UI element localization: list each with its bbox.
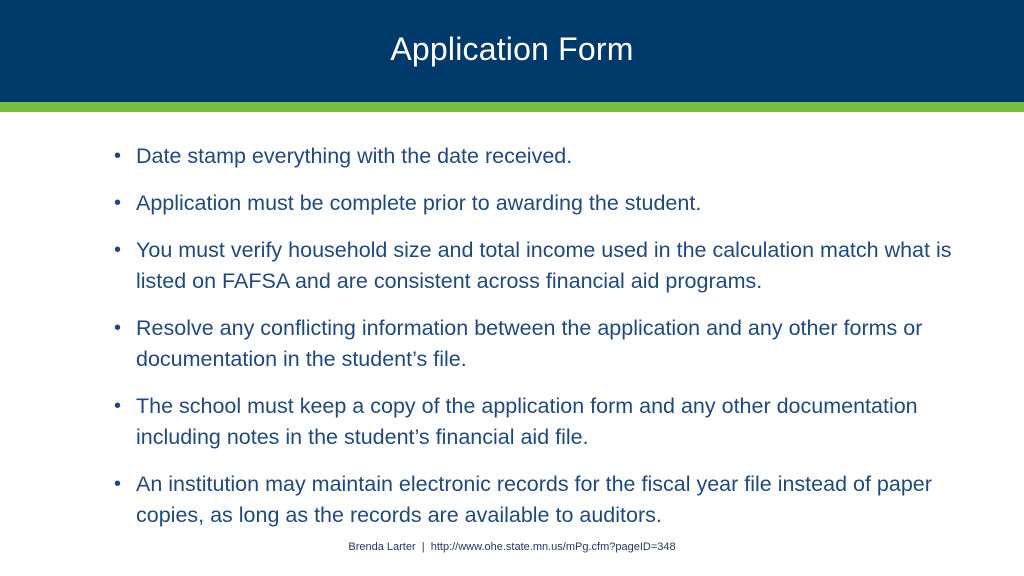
accent-bar — [0, 102, 1024, 112]
bullet-item — [112, 188, 992, 219]
slide-title: Application Form — [390, 30, 634, 67]
bullet-dot-icon: • — [114, 192, 122, 214]
bullet-dot-icon: • — [114, 317, 122, 339]
bullet-dot-icon: • — [114, 239, 122, 261]
bullet-dot-icon: • — [114, 145, 122, 167]
bullet-text: The school must keep a copy of the application form and any other documentation including notes in the student’s financial aid file. — [136, 394, 918, 449]
bullet-text: Date stamp everything with the date received. — [136, 144, 573, 168]
bullet-text: An institution may maintain electronic records for the fiscal year file instead of paper copies, as long as the records are available to auditors. — [136, 472, 932, 527]
bullet-text: You must verify household size and total income used in the calculation match what is listed on FAFSA and are consistent across financial aid programs. — [136, 238, 952, 293]
footer-citation: Brenda Larter | http://www.ohe.state.mn.us/mPg.cfm?pageID=348 — [348, 541, 676, 553]
bullet-dot-icon: • — [114, 395, 122, 417]
bullet-item — [112, 141, 992, 172]
bullet-text: Resolve any conflicting information between the application and any other forms or documentation in the student’s file. — [136, 316, 923, 371]
bullet-text: Application must be complete prior to awarding the student. — [136, 191, 702, 215]
bullet-item — [112, 391, 992, 453]
bullet-list — [112, 141, 992, 547]
bullet-dot-icon: • — [114, 473, 122, 495]
bullet-item — [112, 313, 992, 375]
bullet-item — [112, 235, 992, 297]
bullet-item — [112, 469, 992, 531]
title-banner — [0, 0, 1024, 102]
